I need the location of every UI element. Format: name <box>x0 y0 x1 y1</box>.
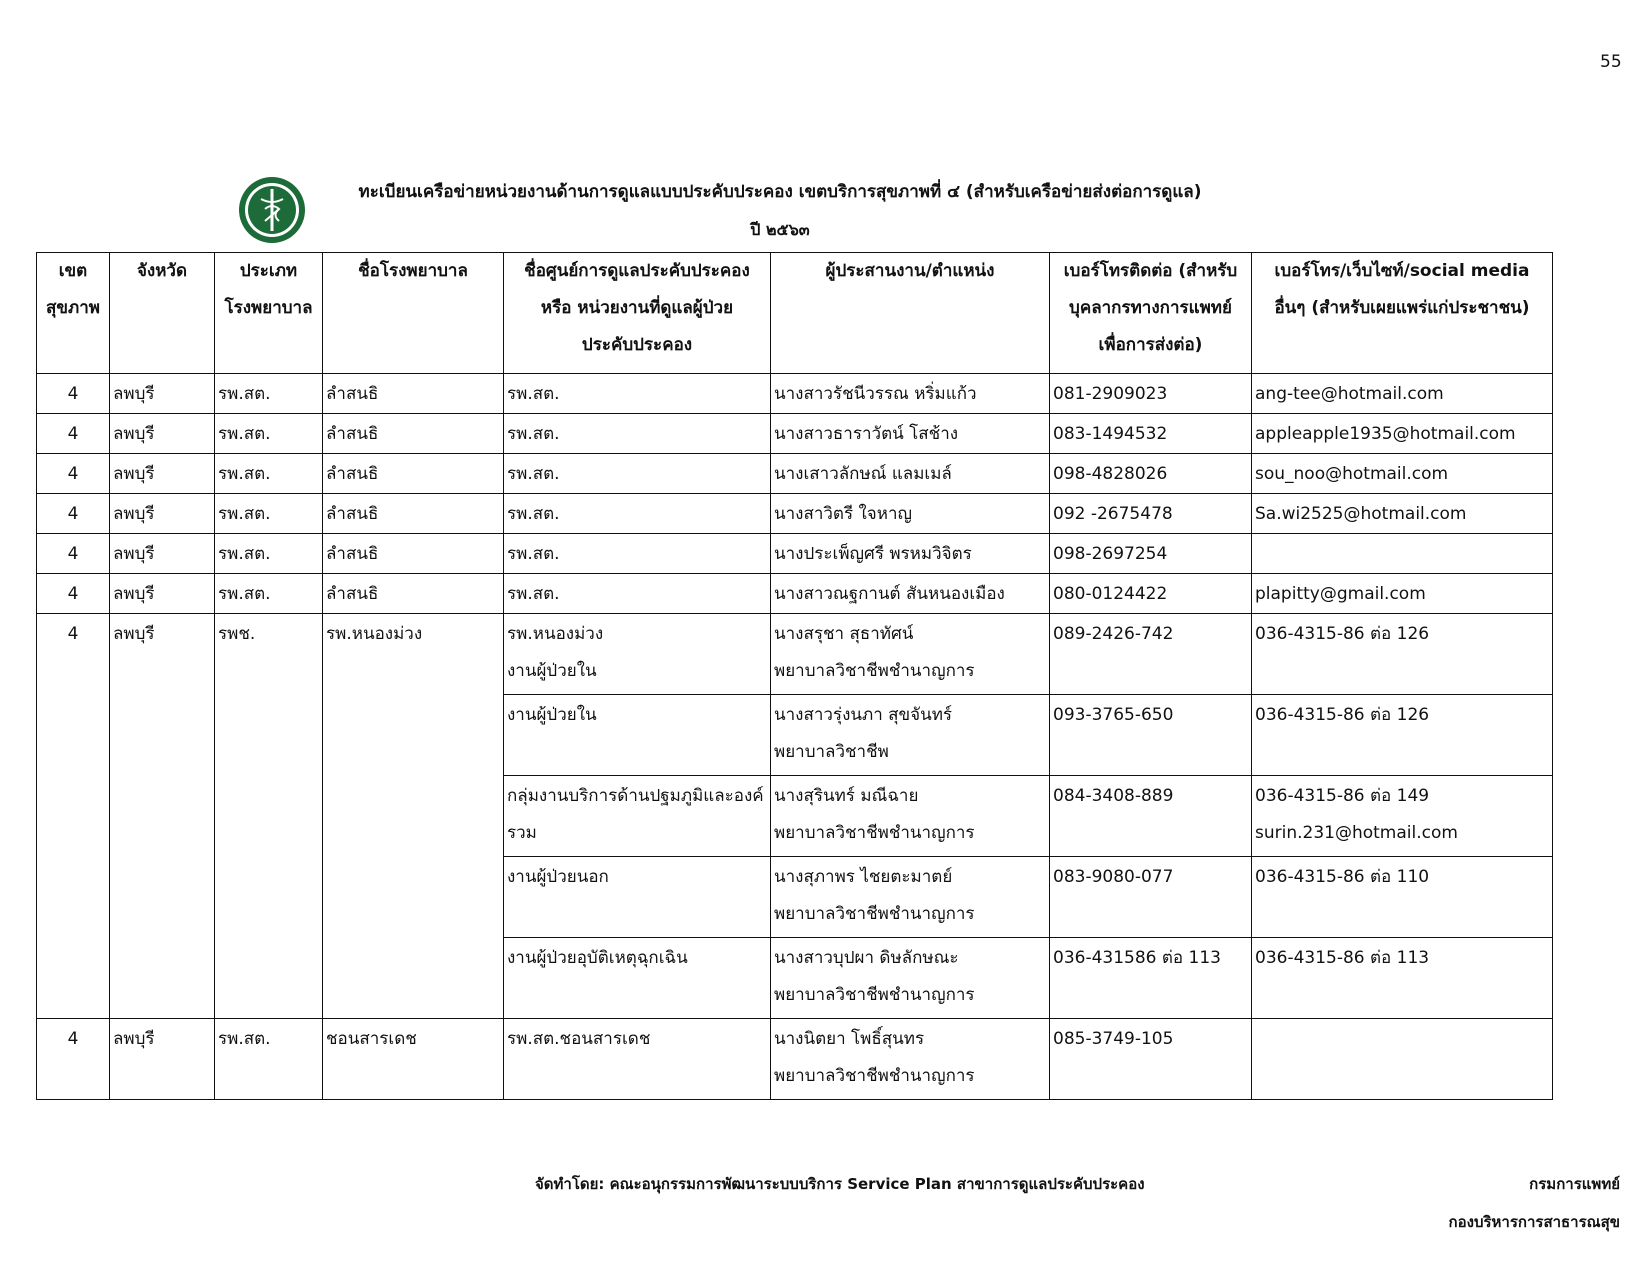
care-center-cell-line: กลุ่มงานบริการด้านปฐมภูมิและองค์ <box>507 786 764 806</box>
public-contact-cell-line: Sa.wi2525@hotmail.com <box>1255 504 1467 524</box>
public-contact-cell-line: plapitty@gmail.com <box>1255 584 1426 604</box>
table-row <box>37 1019 1553 1100</box>
medical-phone-cell-line: 085-3749-105 <box>1053 1029 1174 1049</box>
care-center-cell <box>504 857 771 938</box>
coordinator-cell-line: นางสาวณฐกานต์ สันหนองเมือง <box>774 584 1005 604</box>
hospital-type-cell: รพ.สต. <box>215 1019 323 1100</box>
public-contact-cell <box>1252 534 1553 574</box>
coordinator-cell-line: นางสาวธาราวัตน์ โสช้าง <box>774 424 959 444</box>
care-center-cell <box>504 374 771 414</box>
public-contact-cell <box>1252 494 1553 534</box>
medical-phone-cell-line: 098-4828026 <box>1053 464 1168 484</box>
column-header <box>1252 253 1553 374</box>
province-cell: ลพบุรี <box>110 374 215 414</box>
coordinator-cell-line: นางสาวรุ่งนภา สุขจันทร์ <box>774 705 953 725</box>
hospital-type-cell: รพ.สต. <box>215 414 323 454</box>
coordinator-cell <box>771 938 1050 1019</box>
medical-phone-cell <box>1050 938 1252 1019</box>
zone-cell: 4 <box>37 494 110 534</box>
coordinator-cell-line: นางประเพ็ญศรี พรหมวิจิตร <box>774 544 972 564</box>
care-center-cell <box>504 454 771 494</box>
hospital-type-cell: รพ.สต. <box>215 534 323 574</box>
column-header-line: ประคับประคอง <box>581 335 693 355</box>
zone-cell: 4 <box>37 374 110 414</box>
medical-phone-cell <box>1050 414 1252 454</box>
medical-phone-cell-line: 083-1494532 <box>1053 424 1168 444</box>
hospital-name-cell: ลำสนธิ <box>323 454 504 494</box>
coordinator-cell-line: นางนิตยา โพธิ์สุนทร <box>774 1029 925 1049</box>
medical-phone-cell-line: 089-2426-742 <box>1053 624 1174 644</box>
footer-prepared-by: จัดทำโดย: คณะอนุกรรมการพัฒนาระบบบริการ Service Plan สาขาการดูแลประคับประคอง <box>535 1175 1145 1193</box>
medical-phone-cell <box>1050 695 1252 776</box>
province-cell: ลพบุรี <box>110 414 215 454</box>
medical-phone-cell <box>1050 776 1252 857</box>
public-contact-cell <box>1252 857 1553 938</box>
medical-phone-cell <box>1050 494 1252 534</box>
coordinator-cell <box>771 857 1050 938</box>
document-year: ปี ๒๕๖๓ <box>750 220 810 239</box>
hospital-type-cell: รพ.สต. <box>215 374 323 414</box>
zone-cell: 4 <box>37 574 110 614</box>
care-center-cell-line: รพ.สต. <box>507 584 560 604</box>
province-cell: ลพบุรี <box>110 1019 215 1100</box>
medical-phone-cell-line: 081-2909023 <box>1053 384 1168 404</box>
public-contact-cell <box>1252 614 1553 695</box>
coordinator-cell-line: นางสรุชา สุธาทัศน์ <box>774 624 914 644</box>
care-center-cell-line: รพ.สต. <box>507 464 560 484</box>
column-header-line: ชื่อศูนย์การดูแลประคับประคอง <box>524 261 750 281</box>
zone-cell: 4 <box>37 534 110 574</box>
column-header-line: สุขภาพ <box>46 298 100 318</box>
page-number: 55 <box>1600 52 1622 72</box>
care-center-cell <box>504 695 771 776</box>
care-center-cell-line: รพ.สต. <box>507 384 560 404</box>
footer-division: กองบริหารการสาธารณสุข <box>1448 1213 1620 1231</box>
public-contact-cell <box>1252 454 1553 494</box>
public-contact-cell-line: appleapple1935@hotmail.com <box>1255 424 1516 444</box>
medical-phone-cell <box>1050 614 1252 695</box>
coordinator-cell-line: นางสุภาพร ไชยตะมาตย์ <box>774 867 953 887</box>
public-contact-cell <box>1252 374 1553 414</box>
column-header-line: ชื่อโรงพยาบาล <box>358 261 468 281</box>
hospital-name-cell: ลำสนธิ <box>323 414 504 454</box>
column-header <box>110 253 215 374</box>
coordinator-cell-line: นางเสาวลักษณ์ แลมเมล์ <box>774 464 952 484</box>
province-cell: ลพบุรี <box>110 614 215 1019</box>
coordinator-cell <box>771 534 1050 574</box>
coordinator-cell <box>771 574 1050 614</box>
coordinator-cell-line: พยาบาลวิชาชีพ <box>774 742 889 762</box>
document-title: ทะเบียนเครือข่ายหน่วยงานด้านการดูแลแบบประคับประคอง เขตบริการสุขภาพที่ ๔ (สำหรับเครือข่ายส่งต่อการดูแล) <box>358 182 1202 202</box>
public-contact-cell <box>1252 574 1553 614</box>
coordinator-cell-line: นางสาวบุปผา ดิษลักษณะ <box>774 948 959 968</box>
table-row <box>37 494 1553 534</box>
care-center-cell <box>504 1019 771 1100</box>
coordinator-cell <box>771 1019 1050 1100</box>
coordinator-cell <box>771 414 1050 454</box>
care-center-cell-line: รวม <box>507 823 537 843</box>
hospital-type-cell: รพ.สต. <box>215 454 323 494</box>
column-header <box>323 253 504 374</box>
coordinator-cell-line: พยาบาลวิชาชีพชำนาญการ <box>774 1066 975 1086</box>
medical-phone-cell <box>1050 1019 1252 1100</box>
coordinator-cell <box>771 454 1050 494</box>
care-center-cell-line: รพ.สต. <box>507 424 560 444</box>
medical-phone-cell-line: 036-431586 ต่อ 113 <box>1053 948 1221 968</box>
column-header-line: เพื่อการส่งต่อ) <box>1098 335 1203 355</box>
column-header-line: จังหวัด <box>136 261 188 281</box>
public-contact-cell-line: 036-4315-86 ต่อ 126 <box>1255 624 1430 644</box>
care-center-cell-line: งานผู้ป่วยใน <box>507 661 597 681</box>
coordinator-cell-line: พยาบาลวิชาชีพชำนาญการ <box>774 904 975 924</box>
table-header-row <box>37 253 1553 374</box>
medical-phone-cell <box>1050 857 1252 938</box>
medical-phone-cell-line: 093-3765-650 <box>1053 705 1174 725</box>
hospital-name-cell: ชอนสารเดช <box>323 1019 504 1100</box>
table-row <box>37 574 1553 614</box>
table-row <box>37 534 1553 574</box>
province-cell: ลพบุรี <box>110 574 215 614</box>
hospital-type-cell: รพช. <box>215 614 323 1019</box>
hospital-name-cell: ลำสนธิ <box>323 574 504 614</box>
column-header-line: อื่นๆ (สำหรับเผยแพร่แก่ประชาชน) <box>1274 298 1530 318</box>
medical-phone-cell-line: 080-0124422 <box>1053 584 1168 604</box>
public-contact-cell-line: 036-4315-86 ต่อ 149 <box>1255 786 1430 806</box>
coordinator-cell-line: พยาบาลวิชาชีพชำนาญการ <box>774 985 975 1005</box>
hospital-name-cell: ลำสนธิ <box>323 494 504 534</box>
medical-phone-cell <box>1050 374 1252 414</box>
column-header-line: ผู้ประสานงาน/ตำแหน่ง <box>825 261 995 281</box>
care-center-cell <box>504 776 771 857</box>
hospital-type-cell: รพ.สต. <box>215 494 323 534</box>
coordinator-cell <box>771 374 1050 414</box>
province-cell: ลพบุรี <box>110 534 215 574</box>
care-center-cell <box>504 614 771 695</box>
zone-cell: 4 <box>37 614 110 1019</box>
public-contact-cell-line: sou_noo@hotmail.com <box>1255 464 1449 484</box>
column-header <box>504 253 771 374</box>
coordinator-cell-line: พยาบาลวิชาชีพชำนาญการ <box>774 823 975 843</box>
care-center-cell-line: งานผู้ป่วยอุบัติเหตุฉุกเฉิน <box>507 948 688 968</box>
coordinator-cell-line: นางสาวิตรี ใจหาญ <box>774 504 913 524</box>
hospital-type-cell: รพ.สต. <box>215 574 323 614</box>
zone-cell: 4 <box>37 414 110 454</box>
coordinator-cell <box>771 494 1050 534</box>
medical-phone-cell-line: 083-9080-077 <box>1053 867 1174 887</box>
public-contact-cell-line: 036-4315-86 ต่อ 126 <box>1255 705 1430 725</box>
care-center-cell-line: รพ.สต.ชอนสารเดช <box>507 1029 651 1049</box>
coordinator-cell <box>771 614 1050 695</box>
table-row <box>37 614 1553 695</box>
table-row <box>37 374 1553 414</box>
public-contact-cell <box>1252 695 1553 776</box>
coordinator-cell <box>771 695 1050 776</box>
care-center-cell-line: งานผู้ป่วยใน <box>507 705 597 725</box>
medical-phone-cell-line: 092 -2675478 <box>1053 504 1173 524</box>
medical-phone-cell <box>1050 454 1252 494</box>
care-center-cell <box>504 938 771 1019</box>
column-header-line: เบอร์โทรติดต่อ (สำหรับ <box>1063 261 1238 281</box>
public-contact-cell <box>1252 938 1553 1019</box>
care-center-cell <box>504 574 771 614</box>
column-header-line: โรงพยาบาล <box>224 298 313 318</box>
public-contact-cell-line: 036-4315-86 ต่อ 113 <box>1255 948 1430 968</box>
column-header-line: หรือ หน่วยงานที่ดูแลผู้ป่วย <box>540 298 734 318</box>
medical-phone-cell-line: 084-3408-889 <box>1053 786 1174 806</box>
province-cell: ลพบุรี <box>110 454 215 494</box>
public-contact-cell-line: ang-tee@hotmail.com <box>1255 384 1444 404</box>
column-header-line: บุคลากรทางการแพทย์ <box>1069 298 1232 318</box>
column-header <box>37 253 110 374</box>
footer-department: กรมการแพทย์ <box>1529 1175 1620 1193</box>
hospital-name-cell: ลำสนธิ <box>323 534 504 574</box>
column-header-line: เขต <box>58 261 88 281</box>
table-row <box>37 414 1553 454</box>
care-center-cell <box>504 414 771 454</box>
network-registry-table <box>36 252 1553 1100</box>
public-contact-cell <box>1252 1019 1553 1100</box>
column-header-line: เบอร์โทร/เว็บไซท์/social media <box>1274 261 1530 281</box>
column-header <box>771 253 1050 374</box>
medical-phone-cell <box>1050 534 1252 574</box>
table-row <box>37 454 1553 494</box>
public-contact-cell <box>1252 414 1553 454</box>
province-cell: ลพบุรี <box>110 494 215 534</box>
care-center-cell-line: รพ.สต. <box>507 544 560 564</box>
public-contact-cell-line: surin.231@hotmail.com <box>1255 823 1458 843</box>
public-contact-cell <box>1252 776 1553 857</box>
hospital-name-cell: ลำสนธิ <box>323 374 504 414</box>
care-center-cell-line: รพ.หนองม่วง <box>507 624 604 644</box>
care-center-cell-line: งานผู้ป่วยนอก <box>507 867 609 887</box>
coordinator-cell <box>771 776 1050 857</box>
public-contact-cell-line: 036-4315-86 ต่อ 110 <box>1255 867 1430 887</box>
zone-cell: 4 <box>37 1019 110 1100</box>
care-center-cell-line: รพ.สต. <box>507 504 560 524</box>
hospital-name-cell: รพ.หนองม่วง <box>323 614 504 1019</box>
column-header <box>1050 253 1252 374</box>
coordinator-cell-line: นางสุรินทร์ มณีฉาย <box>774 786 919 806</box>
column-header <box>215 253 323 374</box>
medical-phone-cell-line: 098-2697254 <box>1053 544 1168 564</box>
medical-phone-cell <box>1050 574 1252 614</box>
coordinator-cell-line: นางสาวรัชนีวรรณ หริ่มแก้ว <box>774 384 977 404</box>
zone-cell: 4 <box>37 454 110 494</box>
coordinator-cell-line: พยาบาลวิชาชีพชำนาญการ <box>774 661 975 681</box>
care-center-cell <box>504 494 771 534</box>
column-header-line: ประเภท <box>239 261 298 281</box>
care-center-cell <box>504 534 771 574</box>
ministry-seal-logo <box>237 175 307 245</box>
